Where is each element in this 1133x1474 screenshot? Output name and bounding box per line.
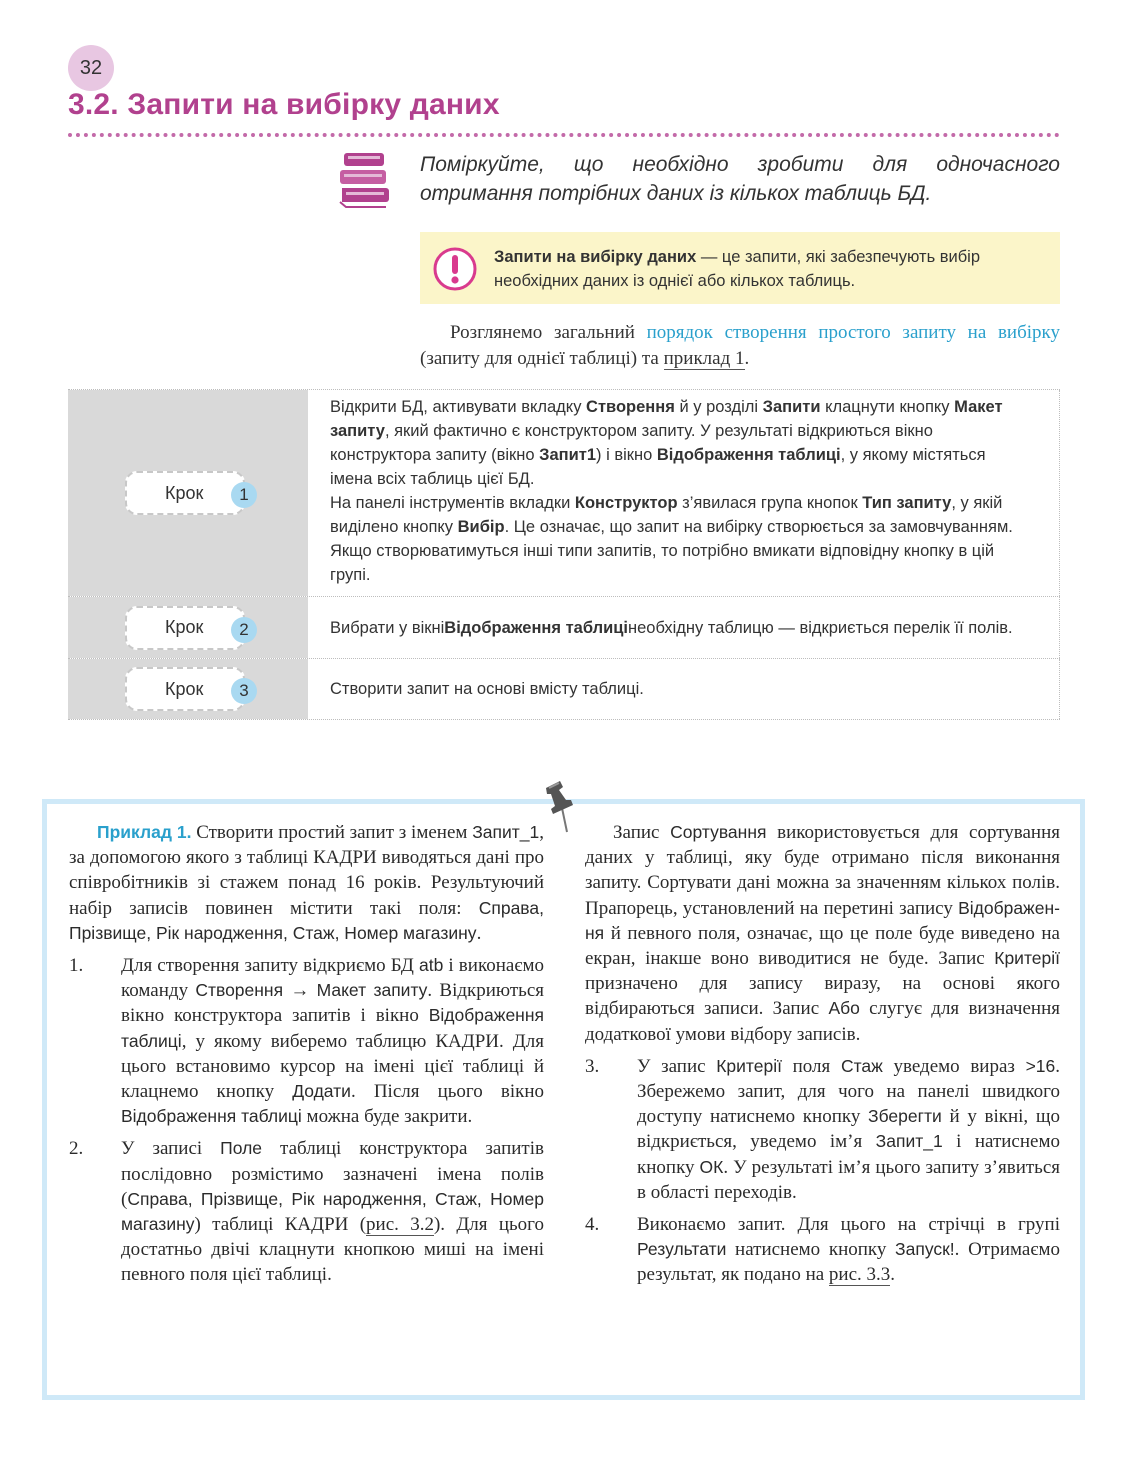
step-text bbox=[308, 659, 1060, 719]
definition-term: Запити на вибірку даних bbox=[494, 248, 697, 266]
text-run: Запис bbox=[613, 822, 671, 843]
step-text bbox=[308, 597, 1060, 658]
ui-term: Запуск! bbox=[895, 1239, 955, 1260]
step-label: Крок bbox=[165, 678, 204, 699]
ui-term: Справа, Прізвище, Рік народження, Стаж, Номер магазину bbox=[69, 897, 544, 943]
exclamation-icon bbox=[432, 246, 478, 292]
item-number: 3. bbox=[585, 1055, 600, 1077]
item-number: 4. bbox=[585, 1214, 600, 1236]
ui-term: Або bbox=[828, 998, 860, 1019]
list-item bbox=[585, 1212, 1060, 1288]
intro-text: (запиту для однієї таблиці) та bbox=[420, 348, 664, 369]
text-run: . Збережемо запит, для чого на панелі швидкого доступу натиснемо кнопку bbox=[637, 1055, 1060, 1128]
bold-term: Запити bbox=[762, 398, 821, 416]
bold-term: Відображення таблиці bbox=[656, 446, 841, 464]
ui-term: Відображення таблиці bbox=[121, 1005, 544, 1051]
books-icon bbox=[338, 150, 394, 208]
bold-term: Вибір bbox=[457, 518, 505, 536]
example-left-column bbox=[69, 820, 544, 1288]
definition-box bbox=[420, 232, 1060, 304]
ui-term: Створення bbox=[195, 980, 284, 1001]
text-run: й у вікні, що відкриється, уведемо ім’я bbox=[637, 1106, 1060, 1153]
text-run: . bbox=[476, 922, 482, 944]
text-run: й у розділі bbox=[674, 398, 763, 416]
text-run: ) таблиці КАДРИ ( bbox=[194, 1214, 367, 1236]
ui-term: Сортування bbox=[670, 822, 767, 842]
text-run: ). Для цього достатньо двічі клацнути кнопкою миші на імені певного поля цієї таблиці. bbox=[121, 1214, 544, 1286]
step-number: 2 bbox=[231, 617, 257, 643]
section-heading: 3.2. Запити на вибірку даних bbox=[68, 88, 500, 121]
figure-reference-link[interactable]: рис. 3.2 bbox=[366, 1214, 434, 1236]
text-run: поля bbox=[781, 1055, 841, 1077]
step-row bbox=[68, 389, 1060, 597]
text-run: ) і вікно bbox=[596, 446, 657, 464]
pushpin-icon bbox=[540, 778, 580, 834]
ui-term: Запит_1 bbox=[472, 822, 540, 842]
item-text bbox=[637, 1212, 1060, 1288]
ui-term: Макет запиту bbox=[316, 980, 428, 1001]
text-run: . Отримаємо результат, як подано на bbox=[637, 1239, 1060, 1286]
text-run: . Після цього вікно bbox=[350, 1081, 544, 1103]
procedure-link[interactable]: порядок створення простого запиту на вибірку bbox=[646, 322, 1060, 343]
step-text bbox=[308, 390, 1060, 596]
text-run: використовується для сортування даних у таблиці, яку буде отримано після виконання запиту. Сортувати дані можна за значенням кількох полів. Прапорець, установлений на перетині запису bbox=[585, 822, 1060, 919]
text-run: . Відкриються вікно конструктора запитів і вікно bbox=[121, 980, 545, 1027]
bold-term: Створення bbox=[586, 398, 675, 416]
item-text bbox=[637, 1054, 1060, 1205]
heading-divider bbox=[68, 133, 1060, 137]
list-item bbox=[69, 953, 544, 1129]
bold-term: Відображення таблиці bbox=[444, 618, 628, 637]
example-title: Приклад 1. bbox=[97, 822, 192, 842]
text-run: , у якому виберемо таблицю КАДРИ. Для цього встановимо курсор на імені цієї таблиці й клацнемо кнопку bbox=[121, 1030, 544, 1103]
step-label: Крок bbox=[165, 482, 204, 503]
step-number: 1 bbox=[231, 482, 257, 508]
step-badge bbox=[125, 667, 249, 711]
ui-term: ОК bbox=[699, 1156, 724, 1177]
item-text bbox=[121, 1136, 544, 1287]
step-badge bbox=[125, 471, 249, 515]
ui-term: Результати bbox=[637, 1239, 727, 1260]
definition-text bbox=[494, 245, 1034, 293]
step-number: 3 bbox=[231, 678, 257, 704]
text-run: Для створення запиту відкриємо БД bbox=[121, 955, 419, 977]
ui-term: Запит_1 bbox=[875, 1131, 943, 1152]
text-run: необхідну таблицю — відкриється перелік її полів. bbox=[628, 618, 1013, 637]
text-run: Вибрати у вікні bbox=[330, 618, 445, 637]
step-label-cell bbox=[68, 390, 308, 596]
text-run: Відкрити БД, активувати вкладку bbox=[330, 398, 587, 416]
text-run: Створити простий запит з іменем bbox=[191, 822, 473, 843]
intro-text: . bbox=[744, 348, 750, 369]
text-run: Виконаємо запит. Для цього на стрічці в групі bbox=[637, 1214, 1060, 1236]
text-run: , у якому містяться імена всіх таблиць цієї БД. bbox=[330, 446, 986, 488]
ui-term: Зберегти bbox=[868, 1106, 942, 1127]
text-run: натиснемо кнопку bbox=[726, 1239, 896, 1261]
text-run: , за допомогою якого з таблиці КАДРИ виводяться дані про співробітників зі стажем понад 16 років. Результуючий набір записів повинен містити такі поля: bbox=[69, 822, 544, 919]
example-intro bbox=[69, 820, 544, 946]
text-run: і натиснемо кнопку bbox=[637, 1131, 1060, 1178]
step-badge bbox=[125, 606, 249, 650]
text-run: → bbox=[283, 980, 317, 1002]
text-run: Створити запит на основі вмісту таблиці. bbox=[330, 680, 644, 698]
text-run: клацнути кнопку bbox=[820, 398, 955, 416]
ui-term: Відображення таблиці bbox=[121, 1106, 302, 1127]
list-item bbox=[69, 1136, 544, 1287]
example-reference-link[interactable]: приклад 1 bbox=[663, 348, 745, 369]
text-run: призначено для запису виразу, на основі якого відбираються записи. Запис bbox=[585, 973, 1060, 1020]
reflection-question: Поміркуйте, що необхідно зробити для одночасного отримання потрібних даних із кількох таблиць БД. bbox=[420, 153, 1060, 205]
item-text bbox=[121, 953, 544, 1129]
ui-term: Додати bbox=[292, 1081, 351, 1102]
item-number: 2. bbox=[69, 1138, 84, 1160]
example-right-column bbox=[585, 820, 1060, 1288]
intro-paragraph bbox=[420, 320, 1060, 372]
figure-reference-link[interactable]: рис. 3.3 bbox=[828, 1264, 891, 1286]
text-run: й певного поля, означає, що це поле буде виведено на екран, інакше воно виводитися не буде. Запис bbox=[585, 922, 1060, 970]
ui-term: Критерії bbox=[716, 1055, 782, 1076]
step-label: Крок bbox=[165, 617, 204, 637]
text-run: . Це означає, що запит на вибірку створюється за замовчуванням. Якщо створюватимуться інші типи запитів, то потрібно вмикати відповідну кнопку в цій групі. bbox=[330, 518, 1013, 584]
bold-term: Макет запиту bbox=[330, 398, 1003, 440]
steps-table bbox=[68, 389, 1060, 720]
ui-term: atb bbox=[419, 955, 444, 976]
list-item bbox=[585, 1054, 1060, 1205]
bold-term: Запит1 bbox=[539, 446, 597, 464]
step-row bbox=[68, 659, 1060, 720]
ui-term: Справа, Прізвище, Рік народження, Стаж, Номер магазину bbox=[121, 1188, 544, 1235]
text-run: У записі bbox=[121, 1138, 221, 1160]
example-right-paragraph bbox=[585, 820, 1060, 1047]
bold-term: Конструктор bbox=[574, 494, 678, 512]
ui-term: Критерії bbox=[994, 948, 1060, 969]
ui-term: Стаж bbox=[840, 1055, 883, 1076]
step-label-cell bbox=[68, 597, 308, 658]
definition-rest: — це запити, які забезпечують вибір необхідних даних із однієї або кількох таблиць. bbox=[494, 248, 981, 290]
text-run: . bbox=[890, 1264, 896, 1286]
item-number: 1. bbox=[69, 955, 84, 977]
text-run: таблиці конструктора запитів послідовно розмістимо зазначені імена полів ( bbox=[121, 1138, 544, 1210]
step-label-cell bbox=[68, 659, 308, 719]
text-run: уведемо вираз bbox=[882, 1055, 1026, 1077]
text-run: На панелі інструментів вкладки bbox=[330, 494, 575, 512]
text-run: . У результаті ім’я цього запиту з’явиться в області переходів. bbox=[637, 1156, 1060, 1203]
text-run: , у якій виділено кнопку bbox=[330, 494, 1003, 536]
ui-term: Поле bbox=[220, 1138, 263, 1159]
text-run: слугує для визначення додаткової умови відбору записів. bbox=[585, 998, 1060, 1045]
ui-term: Відображення bbox=[585, 897, 1060, 943]
text-run: У запис bbox=[637, 1055, 717, 1077]
text-run: , який фактично є конструктором запиту. У результаті відкриються вікно конструктора запиту (вікно bbox=[330, 422, 933, 464]
text-run: з’явилася група кнопок bbox=[677, 494, 863, 512]
text-run: можна буде закрити. bbox=[301, 1106, 473, 1128]
text-run: і виконаємо команду bbox=[121, 955, 544, 1002]
page-number: 32 bbox=[68, 45, 114, 91]
intro-text: Розглянемо загальний bbox=[450, 322, 647, 343]
ui-term: >16 bbox=[1025, 1055, 1056, 1076]
step-row bbox=[68, 597, 1060, 659]
bold-term: Тип запиту bbox=[862, 494, 952, 512]
